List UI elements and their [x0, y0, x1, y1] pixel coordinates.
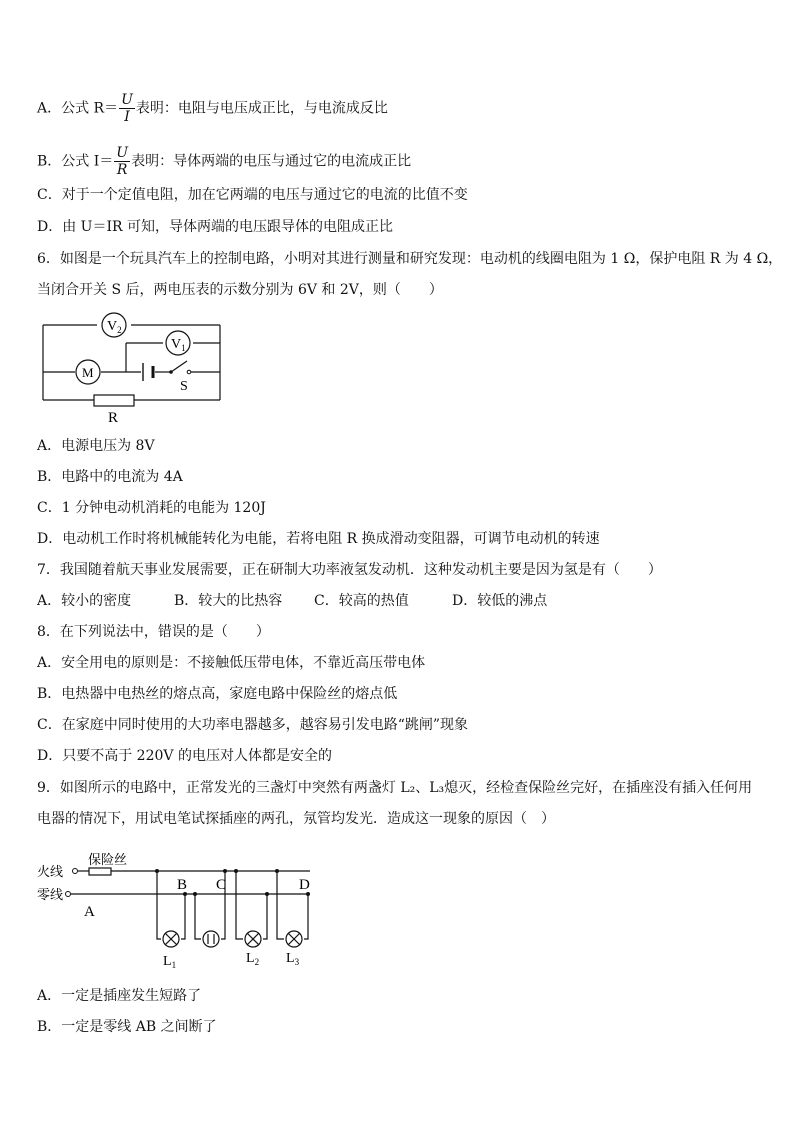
- q9-circuit-diagram: [37, 845, 322, 970]
- q6-stem-line1: 6．如图是一个玩具汽车上的控制电路，小明对其进行测量和研究发现：电动机的线圈电阻为 1 Ω，保护电阻 R 为 4 Ω，: [37, 251, 783, 267]
- q5-a-prefix: A．公式 R＝: [37, 100, 119, 117]
- q9-option-a: A．一定是插座发生短路了: [37, 988, 202, 1004]
- q6-switch-label: S: [180, 379, 188, 394]
- q6-option-d: D．电动机工作时将机械能转化为电能，若将电阻 R 换成滑动变阻器，可调节电动机的转速: [37, 531, 600, 547]
- q9-neutral-wire-label: 零线: [37, 887, 64, 902]
- q9-lamp-l2-label: $L_2$: [246, 951, 260, 967]
- q5-b-prefix: B．公式 I＝: [37, 153, 114, 170]
- q8-option-b: B．电热器中电热丝的熔点高，家庭电路中保险丝的熔点低: [37, 686, 398, 702]
- q6-v2-label: $V_2$: [107, 319, 122, 335]
- q9-point-c: C: [216, 877, 227, 893]
- q5-b-suffix: 表明：导体两端的电压与通过它的电流成正比: [131, 153, 412, 170]
- q9-lamp-l1-label: $L_1$: [163, 954, 177, 970]
- q5-a-suffix: 表明：电阻与电压成正比，与电流成反比: [135, 100, 388, 117]
- q5-option-a: [37, 92, 388, 125]
- q7-stem: 7．我国随着航天事业发展需要，正在研制大功率液氢发动机．这种发动机主要是因为氢是有（ ）: [37, 562, 662, 578]
- q9-point-d: D: [299, 877, 310, 893]
- q5-a-fraction: $\frac{U}{I}$: [121, 92, 133, 125]
- q8-stem: 8．在下列说法中，错误的是（ ）: [37, 624, 270, 640]
- q9-fuse-label: 保险丝: [88, 852, 128, 867]
- q7-option-b: B．较大的比热容: [174, 593, 283, 609]
- q5-b-fraction: $\frac{U}{R}$: [116, 145, 129, 178]
- q9-point-a: A: [84, 904, 95, 920]
- q7-option-c: C．较高的热值: [314, 593, 409, 609]
- q7-options: [37, 591, 547, 611]
- q6-circuit-diagram: [37, 310, 237, 428]
- q6-resistor-label: R: [108, 410, 119, 426]
- q5-option-c: C．对于一个定值电阻，加在它两端的电压与通过它的电流的比值不变: [37, 187, 468, 203]
- q5-option-b: [37, 145, 411, 178]
- q7-option-a: A．较小的密度: [37, 593, 132, 609]
- q9-stem-line2: 电器的情况下，用试电笔试探插座的两孔，氖管均发光．造成这一现象的原因（ ）: [37, 811, 555, 827]
- q6-motor-label: M: [82, 365, 94, 380]
- q5-option-d: D．由 U＝IR 可知，导体两端的电压跟导体的电阻成正比: [37, 219, 393, 235]
- q6-v1-label: $V_1$: [171, 337, 186, 353]
- q8-option-d: D．只要不高于 220V 的电压对人体都是安全的: [37, 748, 332, 764]
- q6-option-a: A．电源电压为 8V: [37, 438, 155, 454]
- q9-live-wire-label: 火线: [37, 864, 64, 879]
- q9-option-b: B．一定是零线 AB 之间断了: [37, 1019, 217, 1035]
- q9-point-b: B: [177, 877, 188, 893]
- q6-option-c: C．1 分钟电动机消耗的电能为 120J: [37, 500, 266, 516]
- q9-lamp-l3-label: $L_3$: [286, 951, 300, 967]
- q9-stem-line1: 9．如图所示的电路中，正常发光的三盏灯中突然有两盏灯 L₂、L₃熄灭，经检查保险丝完好，在插座没有插入任何用: [37, 780, 753, 796]
- q6-stem-line2: 当闭合开关 S 后，两电压表的示数分别为 6V 和 2V，则（ ）: [37, 282, 443, 298]
- q8-option-a: A．安全用电的原则是：不接触低压带电体，不靠近高压带电体: [37, 655, 426, 671]
- q8-option-c: C．在家庭中同时使用的大功率电器越多，越容易引发电路“跳闸”现象: [37, 717, 469, 733]
- q6-option-b: B．电路中的电流为 4A: [37, 469, 183, 485]
- q7-option-d: D．较低的沸点: [452, 593, 548, 609]
